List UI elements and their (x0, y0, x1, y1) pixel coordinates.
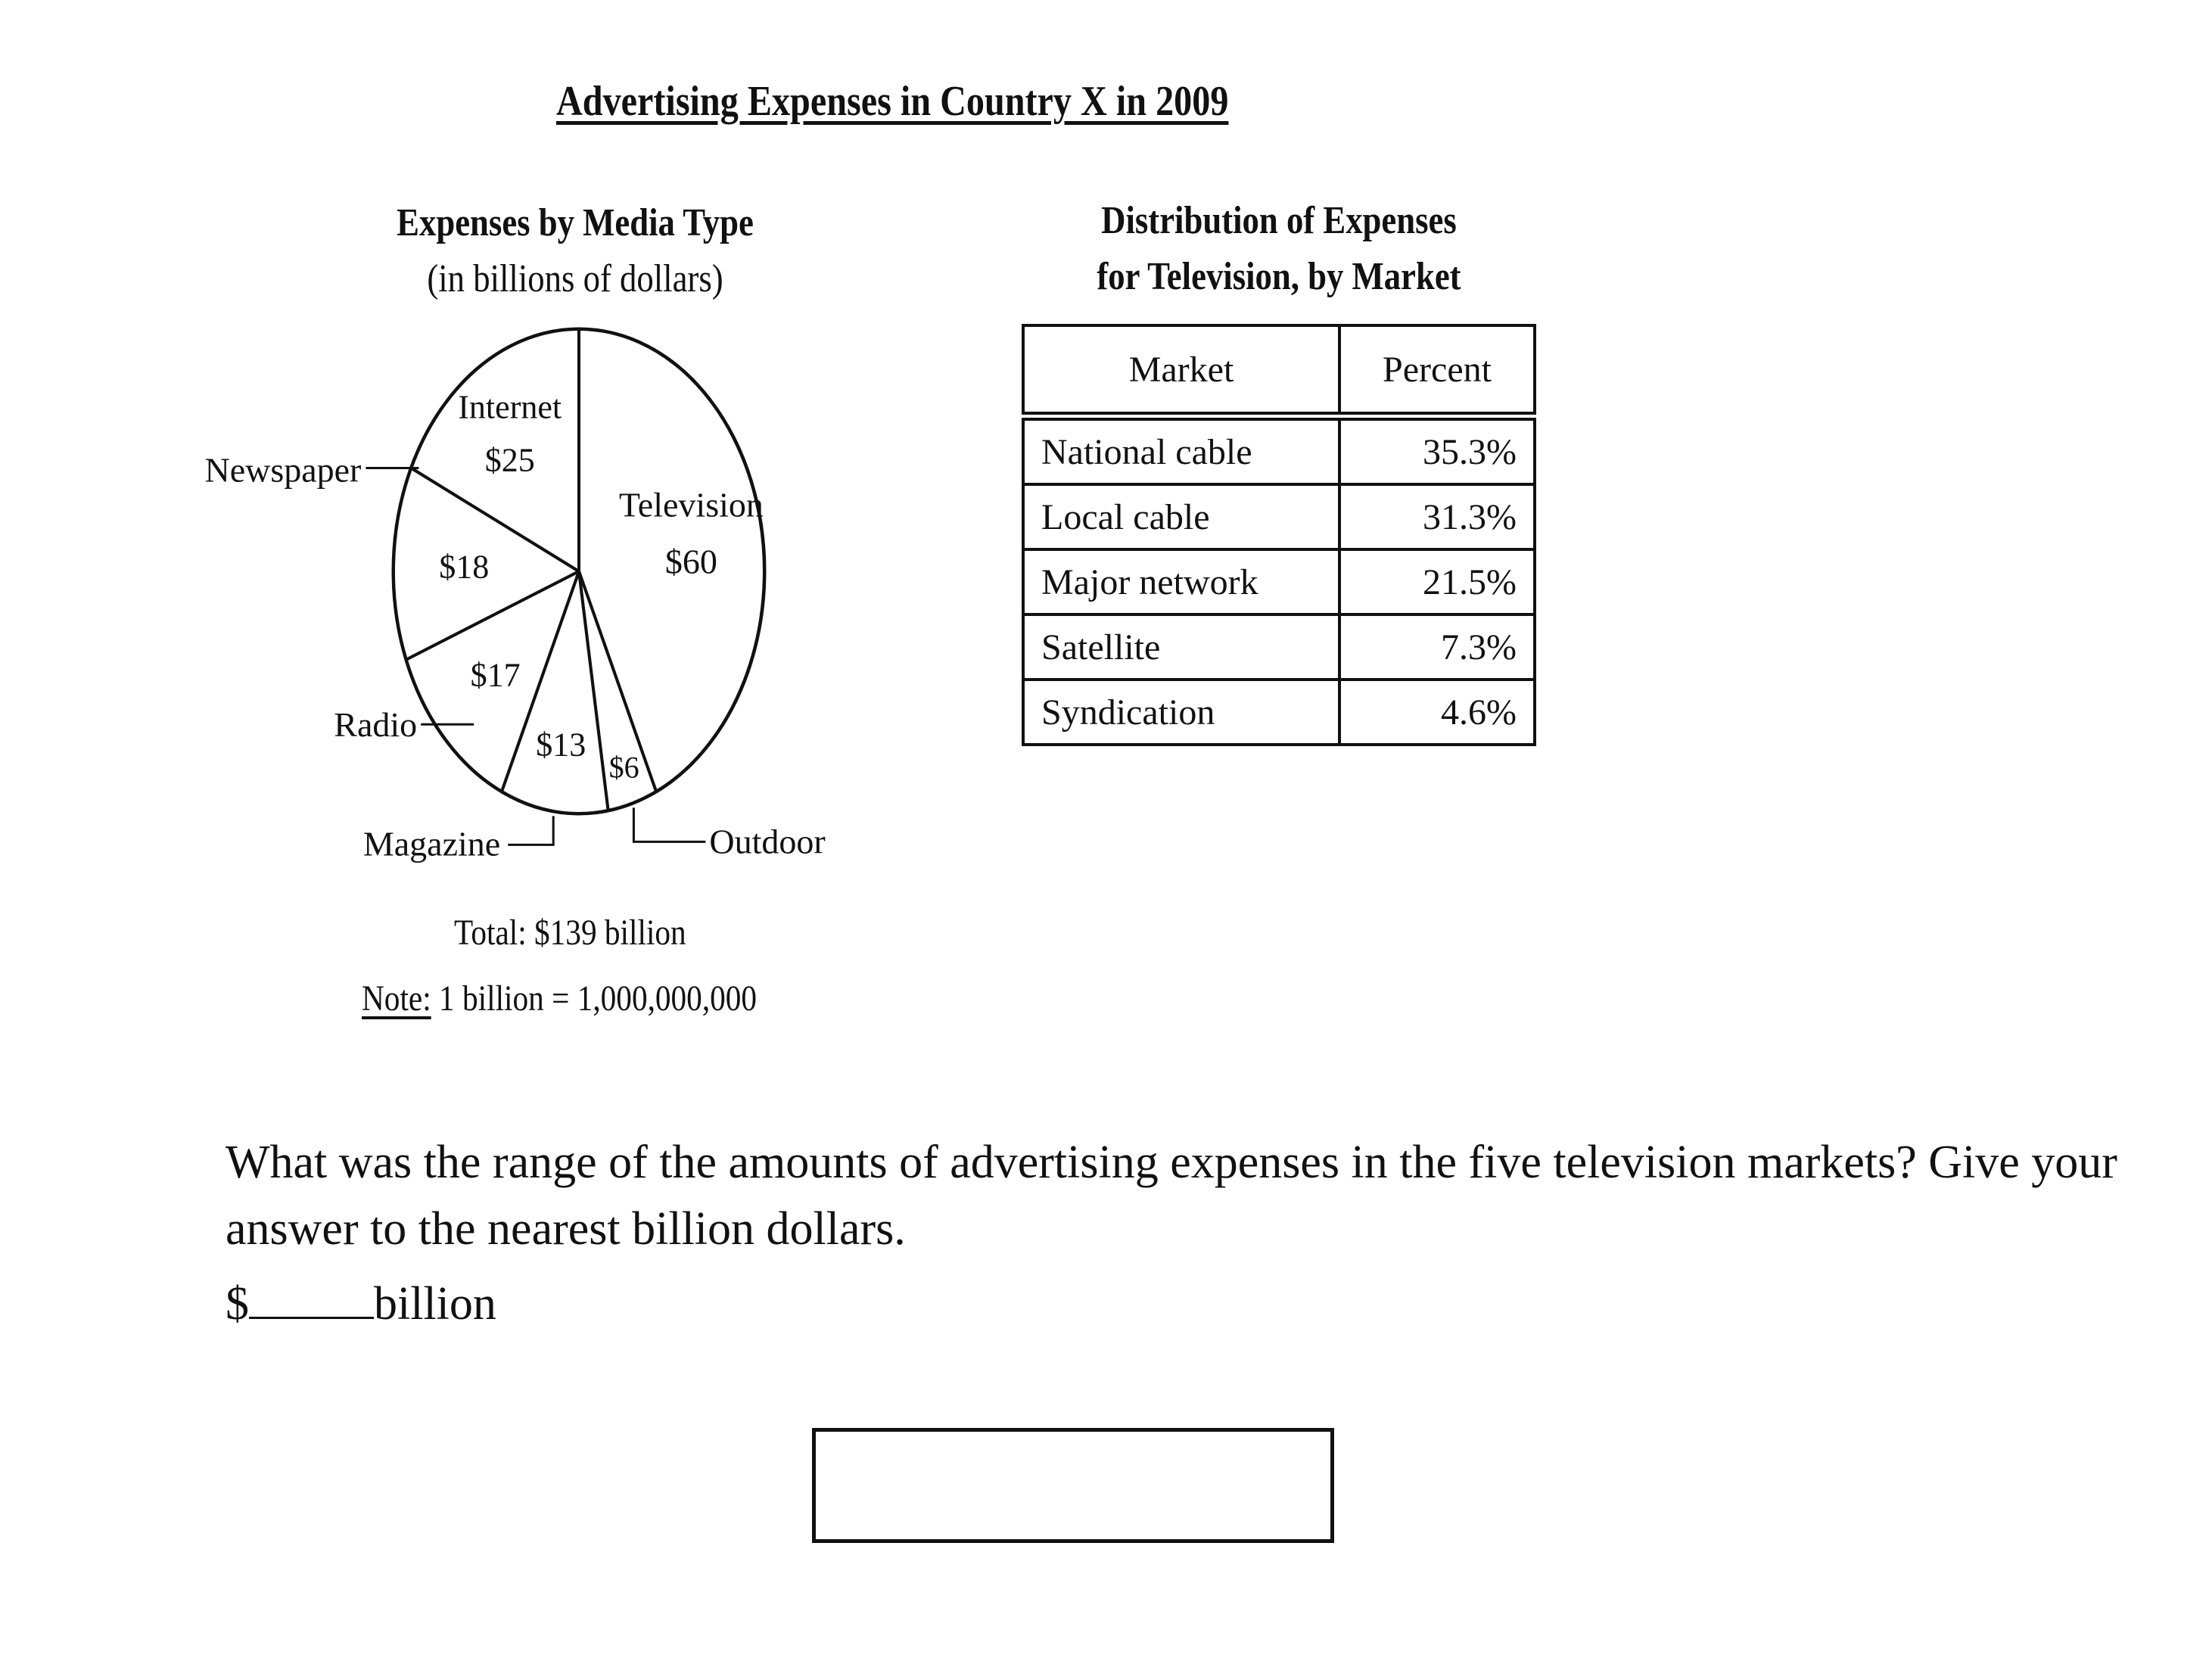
slice-name-label: Outdoor (709, 822, 826, 861)
market-cell: Satellite (1023, 614, 1339, 680)
market-cell: Major network (1023, 549, 1339, 614)
table-row (1023, 614, 1535, 680)
percent-cell: 21.5% (1339, 549, 1535, 614)
percent-cell: 31.3% (1339, 484, 1535, 549)
answer-blank (249, 1277, 374, 1319)
question-text: What was the range of the amounts of advertising expenses in the five television markets? Give your answer to the nearest billion dollars. (226, 1137, 2117, 1255)
table-row (1023, 416, 1535, 484)
pie-subtitle-text: (in billions of dollars) (427, 257, 723, 300)
table-row (1023, 484, 1535, 549)
table-header-row (1023, 325, 1535, 416)
table-title (1014, 193, 1544, 305)
answer-suffix: billion (374, 1278, 496, 1330)
slice-name-label: Newspaper (204, 450, 362, 490)
market-cell: Local cable (1023, 484, 1339, 549)
note-label: Note: (362, 978, 431, 1019)
answer-prefix: $ (226, 1278, 249, 1330)
table-row (1023, 549, 1535, 614)
slice-value-label: $13 (536, 726, 586, 764)
slice-value-label: $25 (484, 441, 535, 479)
slice-name-label: Internet (458, 388, 562, 426)
percent-cell: 7.3% (1339, 614, 1535, 680)
slice-value-label: $17 (470, 656, 521, 694)
pie-total-text: Total: $139 billion (454, 913, 686, 953)
column-header-percent: Percent (1339, 325, 1535, 416)
market-cell: National cable (1023, 416, 1339, 484)
slice-name-label: Television (618, 485, 764, 524)
slice-name-label: Magazine (362, 824, 501, 863)
percent-cell: 4.6% (1339, 680, 1535, 745)
slice-value-label: $60 (664, 542, 717, 581)
leader-line-outdoor (633, 807, 705, 841)
leader-line-magazine (508, 816, 553, 845)
note-text: 1 billion = 1,000,000,000 (431, 978, 758, 1019)
slice-value-label: $18 (439, 548, 490, 586)
tv-distribution-table (1022, 324, 1536, 746)
main-title: Advertising Expenses in Country X in 2009 (556, 78, 1229, 125)
answer-line (226, 1277, 496, 1331)
slice-name-label: Radio (334, 705, 418, 745)
slice-value-label: $6 (608, 750, 639, 785)
table-title-line2: for Television, by Market (1097, 255, 1461, 298)
market-cell: Syndication (1023, 680, 1339, 745)
pie-title-text: Expenses by Media Type (397, 201, 754, 244)
answer-input[interactable] (812, 1428, 1334, 1543)
column-header-market: Market (1023, 325, 1339, 416)
pie-note (362, 978, 757, 1019)
table-row (1023, 680, 1535, 745)
percent-cell: 35.3% (1339, 416, 1535, 484)
table-title-line1: Distribution of Expenses (1101, 199, 1457, 242)
